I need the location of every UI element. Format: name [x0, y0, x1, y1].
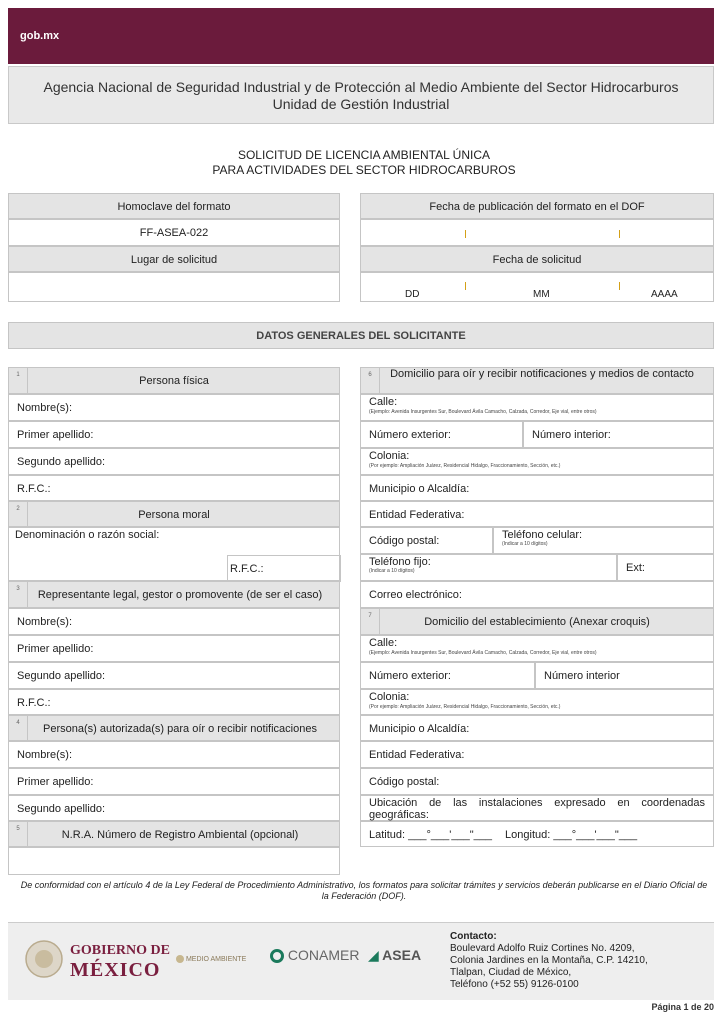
fecha-pub-input[interactable] [360, 219, 714, 246]
s1-primer-field[interactable]: Primer apellido: [8, 421, 340, 448]
dd-label: DD [405, 289, 420, 300]
s6-calle-label: Calle: [369, 396, 398, 408]
lugar-input[interactable] [8, 272, 340, 302]
s6-num-int-field[interactable]: Número interior: [523, 421, 714, 448]
s7-entidad-field[interactable]: Entidad Federativa: [360, 741, 714, 768]
s7-municipio-field[interactable]: Municipio o Alcaldía: [360, 715, 714, 741]
s7-num-int-field[interactable]: Número interior [535, 662, 714, 689]
section-title: DATOS GENERALES DEL SOLICITANTE [8, 322, 714, 349]
s6-celular-field[interactable] [493, 527, 714, 554]
s4-primer-field[interactable]: Primer apellido: [8, 768, 340, 795]
footer [8, 922, 714, 1000]
asea-text: ASEA [382, 947, 422, 963]
s6-calle-hint: (Ejemplo: Avenida Insurgentes Sur, Boulevard Ávila Camacho, Calzada, Corredor, Eje vial, entre otros) [369, 409, 597, 415]
coat-of-arms-icon [24, 939, 64, 979]
section-6-number: 6 [361, 368, 380, 393]
s6-celular-label: Teléfono celular: [502, 529, 583, 541]
s7-calle-field[interactable] [360, 635, 714, 662]
s6-cp-field[interactable]: Código postal: [360, 527, 493, 554]
s7-latitud: Latitud: ___°___'___"___ [369, 829, 492, 841]
form-title-line1: SOLICITUD DE LICENCIA AMBIENTAL ÚNICA [237, 148, 491, 162]
section-2-title: Persona moral [138, 509, 210, 521]
s4-nombre-field[interactable]: Nombre(s): [8, 741, 340, 768]
section-3-title: Representante legal, gestor o promovente (de ser el caso) [37, 589, 323, 601]
conamer-logo [270, 947, 359, 963]
section-4-header [8, 715, 340, 741]
contact-line4: Teléfono (+52 55) 9126-0100 [450, 979, 579, 990]
s3-rfc-field[interactable]: R.F.C.: [8, 689, 340, 715]
s7-colonia-hint: (Por ejemplo: Ampliación Juárez, Residencial Hidalgo, Fraccionamiento, Sección, etc.) [369, 704, 561, 710]
s7-ubicacion-field: Ubicación de las instalaciones expresado en coordenadas geográficas: [360, 795, 714, 821]
agency-name: Agencia Nacional de Seguridad Industrial y de Protección al Medio Ambiente del Sector Hidrocarburos [43, 79, 679, 95]
form-title [0, 148, 728, 178]
section-2-number: 2 [9, 502, 28, 526]
section-7-header [360, 608, 714, 635]
contact-line2: Colonia Jardines en la Montaña, C.P. 14210, [450, 955, 648, 966]
s6-calle-field[interactable] [360, 394, 714, 421]
s1-rfc-field[interactable]: R.F.C.: [8, 475, 340, 501]
s6-colonia-hint: (Por ejemplo: Ampliación Juárez, Residencial Hidalgo, Fraccionamiento, Sección, etc.) [369, 463, 561, 469]
s7-calle-label: Calle: [369, 637, 398, 649]
s5-nra-field[interactable] [8, 847, 340, 875]
lugar-label: Lugar de solicitud [8, 246, 340, 272]
contact-line3: Tlalpan, Ciudad de México, [450, 967, 572, 978]
form-title-line2: PARA ACTIVIDADES DEL SECTOR HIDROCARBUROS [212, 163, 516, 177]
date-separator [619, 230, 620, 238]
s7-longitud: Longitud: ___°___'___"___ [505, 829, 638, 841]
fecha-sol-label: Fecha de solicitud [360, 246, 714, 272]
gob-mx-logo[interactable]: gob.mx [20, 30, 60, 42]
homoclave-value: FF-ASEA-022 [8, 219, 340, 246]
top-banner [8, 8, 714, 64]
s1-nombre-field[interactable]: Nombre(s): [8, 394, 340, 421]
asea-icon: ◢ [368, 947, 379, 963]
section-1-title: Persona física [139, 375, 209, 387]
section-5-header [8, 821, 340, 847]
section-1-number: 1 [9, 368, 28, 393]
section-6-header [360, 367, 714, 394]
s7-num-ext-field[interactable]: Número exterior: [360, 662, 535, 689]
date-separator [465, 230, 466, 238]
fecha-sol-input[interactable] [360, 272, 714, 302]
s6-num-ext-field[interactable]: Número exterior: [360, 421, 523, 448]
s2-rfc-field[interactable]: R.F.C.: [227, 555, 341, 582]
asea-logo [368, 947, 421, 964]
s2-denominacion-field[interactable] [8, 527, 340, 581]
s7-coordenadas-field[interactable] [360, 821, 714, 847]
gob-logo-line2: MÉXICO [70, 959, 161, 981]
gobierno-mexico-logo [70, 943, 170, 981]
s3-segundo-field[interactable]: Segundo apellido: [8, 662, 340, 689]
s3-nombre-field[interactable]: Nombre(s): [8, 608, 340, 635]
conamer-text: CONAMER [287, 947, 360, 963]
unit-name: Unidad de Gestión Industrial [272, 96, 450, 112]
conamer-icon [270, 949, 284, 963]
section-6-title: Domicilio para oír y recibir notificaciones y medios de contacto [390, 368, 694, 380]
s6-celular-hint: (Indicar a 10 dígitos) [502, 541, 548, 547]
medio-ambiente-text: MEDIO AMBIENTE [185, 955, 247, 963]
section-5-number: 5 [9, 822, 28, 846]
section-2-header [8, 501, 340, 527]
section-4-title: Persona(s) autorizada(s) para oír o recibir notificaciones [43, 723, 317, 735]
aaaa-label: AAAA [651, 289, 678, 300]
s7-calle-hint: (Ejemplo: Avenida Insurgentes Sur, Boulevard Ávila Camacho, Calzada, Corredor, Eje vial, entre otros) [369, 650, 597, 656]
s7-colonia-field[interactable] [360, 689, 714, 715]
s4-segundo-field[interactable]: Segundo apellido: [8, 795, 340, 821]
s7-colonia-label: Colonia: [369, 691, 410, 703]
s6-ext-field[interactable]: Ext: [617, 554, 714, 581]
s7-cp-field[interactable]: Código postal: [360, 768, 714, 795]
date-separator [619, 282, 620, 290]
agency-header [8, 66, 714, 124]
gob-logo-line1: GOBIERNO DE [70, 943, 170, 958]
s6-correo-field[interactable]: Correo electrónico: [360, 581, 714, 608]
section-3-header [8, 581, 340, 608]
s2-denominacion-label: Denominación o razón social: [15, 529, 160, 541]
section-4-number: 4 [9, 716, 28, 740]
date-separator [465, 282, 466, 290]
contact-block [450, 931, 648, 991]
contact-line1: Boulevard Adolfo Ruiz Cortines No. 4209, [450, 943, 635, 954]
mm-label: MM [533, 289, 550, 300]
s6-fijo-label: Teléfono fijo: [369, 556, 431, 568]
section-7-number: 7 [361, 609, 380, 634]
s3-primer-field[interactable]: Primer apellido: [8, 635, 340, 662]
legal-note: De conformidad con el artículo 4 de la Ley Federal de Procedimiento Administrativo, los formatos para solicitar trámites y servicios deberán publicarse en el Diario Oficial de la Federación (DOF). [20, 880, 708, 901]
s6-municipio-field[interactable]: Municipio o Alcaldía: [360, 475, 714, 501]
page-number: Página 1 de 20 [651, 1002, 714, 1012]
section-7-title: Domicilio del establecimiento (Anexar croquis) [424, 616, 650, 628]
medio-ambiente-logo [176, 955, 246, 963]
s6-entidad-field[interactable]: Entidad Federativa: [360, 501, 714, 527]
leaf-icon [176, 955, 184, 963]
homoclave-label: Homoclave del formato [8, 193, 340, 219]
section-5-title: N.R.A. Número de Registro Ambiental (opcional) [61, 829, 299, 841]
s6-colonia-label: Colonia: [369, 450, 410, 462]
section-1-header [8, 367, 340, 394]
s6-colonia-field[interactable] [360, 448, 714, 475]
contact-title: Contacto: [450, 931, 497, 942]
s1-segundo-field[interactable]: Segundo apellido: [8, 448, 340, 475]
fecha-pub-label: Fecha de publicación del formato en el DOF [360, 193, 714, 219]
section-3-number: 3 [9, 582, 28, 607]
s6-fijo-field[interactable] [360, 554, 617, 581]
s6-fijo-hint: (Indicar a 10 dígitos) [369, 568, 415, 574]
